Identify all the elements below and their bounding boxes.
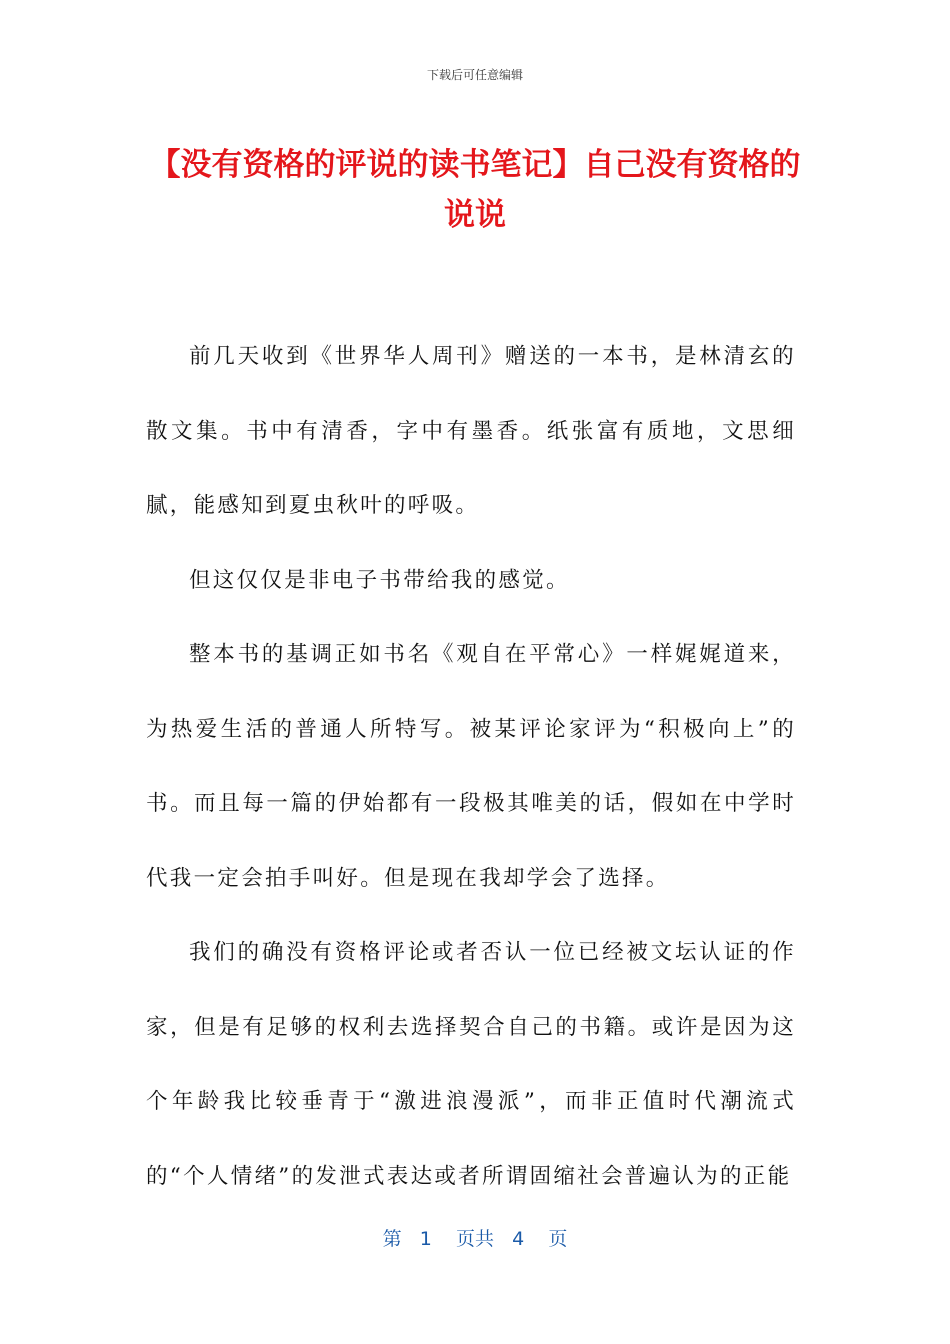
page-label-suffix: 页 <box>548 1228 568 1250</box>
document-body <box>146 320 796 1214</box>
page-label-mid: 页共 <box>455 1228 494 1250</box>
paragraph: 前几天收到《世界华人周刊》赠送的一本书，是林清玄的散文集。书中有清香，字中有墨香。纸张富有质地，文思细腻，能感知到夏虫秋叶的呼吸。 <box>146 344 796 518</box>
document-title: 【没有资格的评说的读书笔记】自己没有资格的说说 <box>149 147 801 233</box>
current-page-number: 1 <box>419 1228 432 1250</box>
page-label-prefix: 第 <box>382 1228 402 1250</box>
page-number-footer <box>0 1224 950 1251</box>
header-note: 下载后可任意编辑 <box>426 68 523 82</box>
paragraph: 整本书的基调正如书名《观自在平常心》一样娓娓道来，为热爱生活的普通人所特写。被某评论家评为“积极向上”的书。而且每一篇的伊始都有一段极其唯美的话，假如在中学时代我一定会拍手叫好。但是现在我却学会了选择。 <box>146 642 796 891</box>
paragraph: 但这仅仅是非电子书带给我的感觉。 <box>189 567 570 593</box>
paragraph: 我们的确没有资格评论或者否认一位已经被文坛认证的作家，但是有足够的权利去选择契合自己的书籍。或许是因为这个年龄我比较垂青于“激进浪漫派”，而非正值时代潮流式的“个人情绪”的发泄式表达或者所谓固缩社会普遍认为的正能 <box>146 940 796 1189</box>
total-pages-number: 4 <box>512 1228 525 1250</box>
